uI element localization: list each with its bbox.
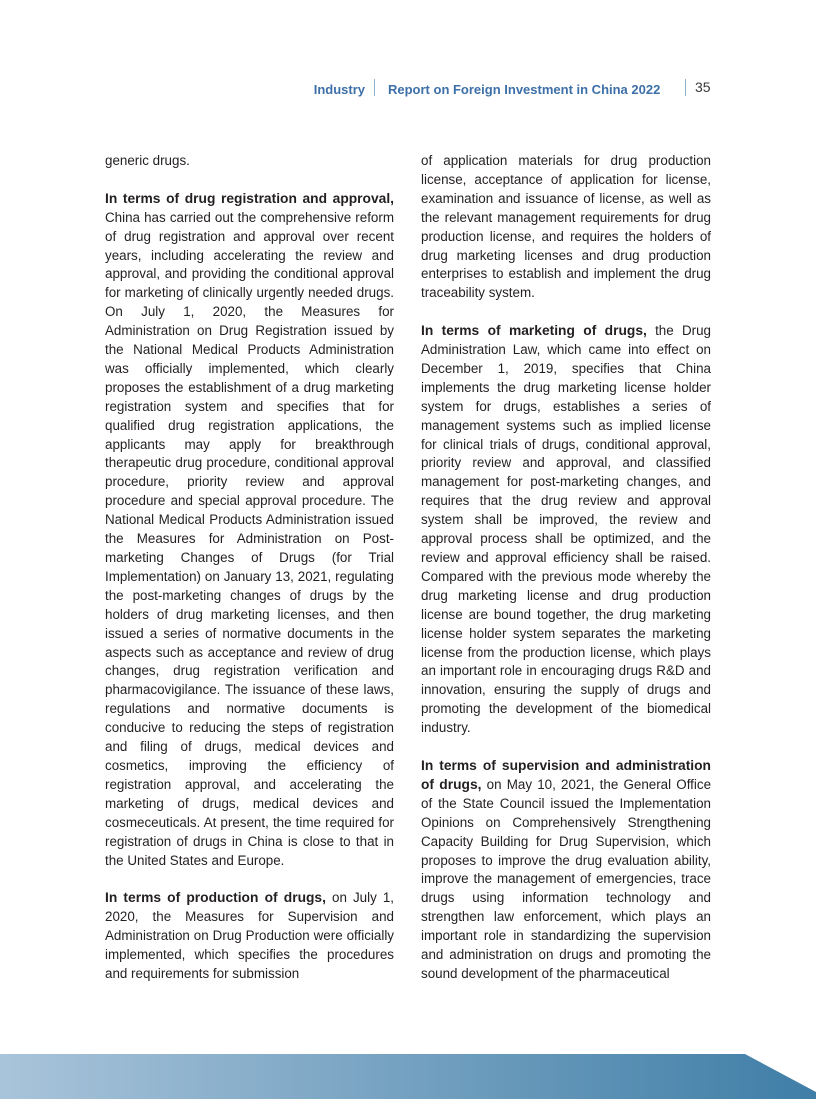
- paragraph-text: on July 1, 2020, the Measures for Supervision and Administration on Drug Production were officially implemented, which specifies the procedures and requirements for submission: [105, 890, 394, 981]
- paragraph-lead: In terms of production of drugs,: [105, 890, 326, 906]
- paragraph-lead: In terms of drug registration and approval,: [105, 190, 394, 206]
- paragraph-text: on May 10, 2021, the General Office of the State Council issued the Implementation Opinions on Comprehensively Strengthening Capacity Building for Drug Supervision, which proposes to improve the drug evaluation ability, improve the management of emergencies, trace drugs using information technology and strengthen law enforcement, which plays an important role in standardizing the supervision and administration on drugs and promoting the sound development of the pharmaceutical: [421, 776, 712, 981]
- header-divider: [374, 79, 375, 96]
- paragraph: [421, 757, 711, 984]
- paragraph-text: the Drug Administration Law, which came into effect on December 1, 2019, specifies that China implements the drug marketing license holder system for drugs, establishes a series of management systems such as implied license for clinical trials of drugs, conditional approval, priority review and approval, and classified management for post-marketing changes, and requires that the drug review and approval system shall be improved, the review and approval process shall be optimized, and the review and approval efficiency shall be raised. Compared with the previous mode whereby the drug marketing license and drug production license are bound together, the drug marketing license holder system separates the marketing license from the production license, which plays an important role in encouraging drugs R&D and innovation, ensuring the supply of drugs and promoting the development of the biomedical industry.: [421, 323, 711, 736]
- paragraph-lead: In terms of marketing of drugs,: [421, 323, 647, 339]
- page-number: 35: [695, 79, 711, 95]
- paragraph: [105, 889, 394, 984]
- right-text-column: [421, 152, 711, 1003]
- header-divider: [685, 79, 686, 96]
- header-report-title: Report on Foreign Investment in China 2022: [388, 82, 661, 97]
- header-section-label: Industry: [313, 82, 365, 97]
- paragraph: [105, 190, 394, 871]
- running-header: [0, 79, 816, 99]
- paragraph-text: generic drugs.: [105, 153, 190, 168]
- footer-decorative-band: [0, 1054, 816, 1099]
- paragraph: [421, 322, 711, 738]
- paragraph-lead: In terms of supervision and administration of drugs,: [421, 757, 711, 792]
- paragraph-text: of application materials for drug production license, acceptance of application for license, examination and issuance of license, as well as the relevant management requirements for drug production license, and requires the holders of drug marketing licenses and drug production enterprises to establish and implement the drug traceability system.: [421, 153, 711, 301]
- footer-band-graphic: [0, 1054, 816, 1099]
- paragraph: [421, 152, 711, 303]
- left-text-column: [105, 152, 394, 1003]
- paragraph-text: China has carried out the comprehensive reform of drug registration and approval over recent years, including accelerating the review and approval, and providing the conditional approval for marketing of clinically urgently needed drugs. On July 1, 2020, the Measures for Administration on Drug Registration issued by the National Medical Products Administration was officially implemented, which clearly proposes the establishment of a drug marketing registration system and specifies that for qualified drug registration applications, the applicants may apply for breakthrough therapeutic drug procedure, conditional approval procedure, priority review and approval procedure and special approval procedure. The National Medical Products Administration issued the Measures for Administration on Post-marketing Changes of Drugs (for Trial Implementation) on January 13, 2021, regulating the post-marketing changes of drugs by the holders of drug marketing licenses, and then issued a series of normative documents in the aspects such as acceptance and review of drug changes, drug registration verification and pharmacovigilance. The issuance of these laws, regulations and normative documents is conducive to reducing the steps of registration and filing of drugs, medical devices and cosmetics, improving the efficiency of registration approval, and accelerating the marketing of drugs, medical devices and cosmeceuticals. At present, the time required for registration of drugs in China is close to that in the United States and Europe.: [105, 209, 394, 868]
- paragraph: [105, 152, 394, 171]
